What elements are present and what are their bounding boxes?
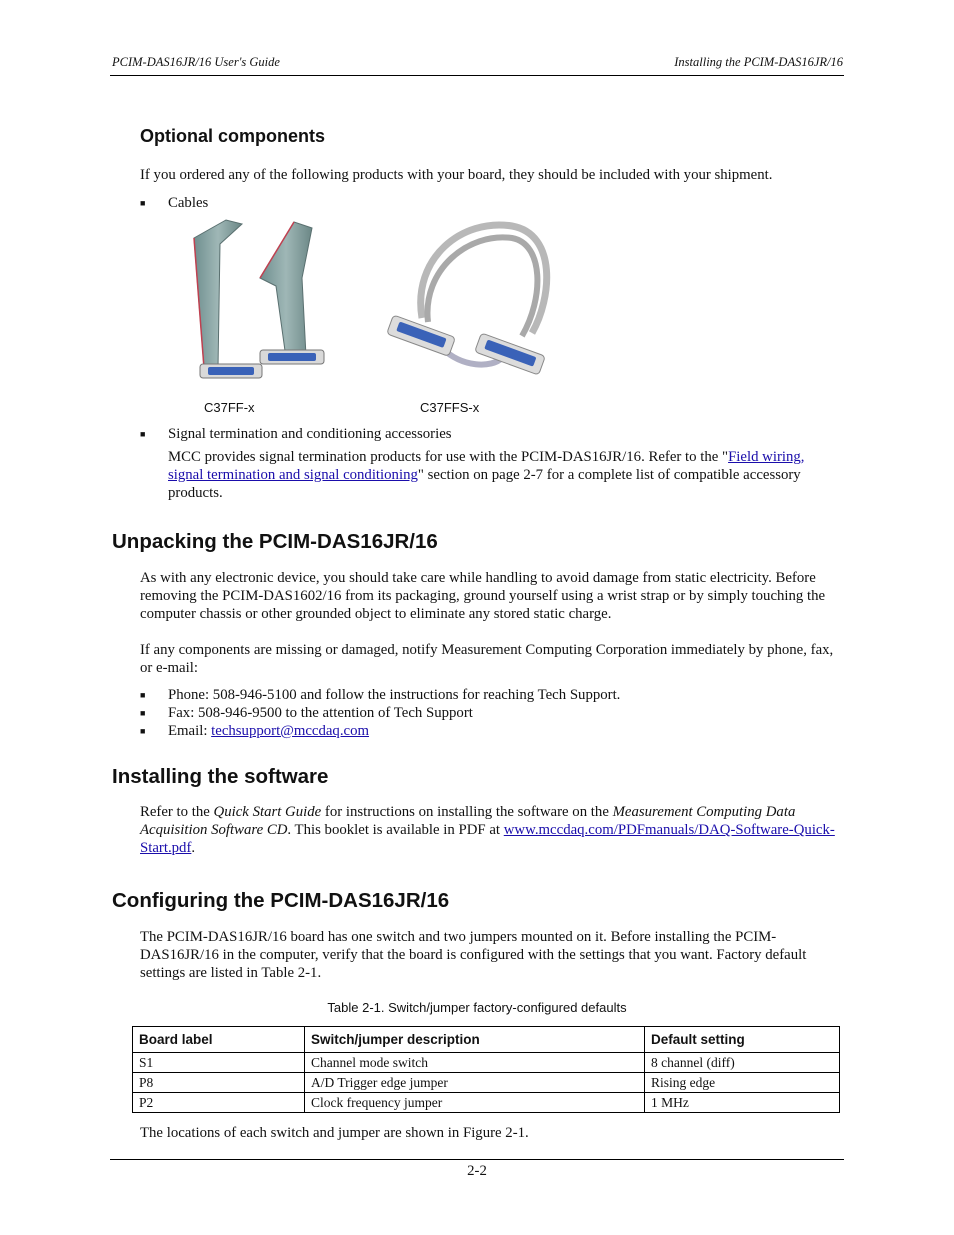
bullet-icon: ■: [140, 690, 146, 700]
column-header: Default setting: [645, 1027, 840, 1053]
optional-components-heading: Optional components: [140, 126, 326, 146]
table-cell: 8 channel (diff): [645, 1053, 840, 1073]
table-cell: Clock frequency jumper: [305, 1093, 645, 1113]
bullet-icon: ■: [140, 198, 146, 208]
bullet-icon: ■: [140, 726, 146, 736]
table-caption: Table 2-1. Switch/jumper factory-configured defaults: [327, 1000, 627, 1015]
table-cell: P8: [133, 1073, 305, 1093]
bullet-icon: ■: [140, 708, 146, 718]
quick-start-pdf-link[interactable]: www.mccdaq.com/PDFmanuals/DAQ-Software-Quick-Start.pdf: [140, 822, 835, 856]
software-heading: Installing the software: [112, 765, 329, 788]
field-wiring-link[interactable]: Field wiring, signal termination and signal conditioning: [168, 449, 805, 483]
table-cell: P2: [133, 1093, 305, 1113]
software-paragraph: Refer to the Quick Start Guide for instructions on installing the software on the Measurement Computing Data Acquisition Software CD. This booklet is available in PDF at www.mccdaq.com/PDFmanuals/DAQ-Software-Quick-Start.pdf.: [140, 804, 835, 856]
table-cell: 1 MHz: [645, 1093, 840, 1113]
cable1-caption: C37FF-x: [204, 400, 255, 415]
table-row: [133, 1053, 840, 1073]
running-header-left: PCIM-DAS16JR/16 User's Guide: [112, 55, 280, 69]
optional-intro: If you ordered any of the following products with your board, they should be included with your shipment.: [140, 167, 773, 183]
unpacking-paragraph-2: If any components are missing or damaged, notify Measurement Computing Corporation immediately by phone, fax, or e-mail:: [140, 642, 834, 676]
configuring-heading: Configuring the PCIM-DAS16JR/16: [112, 889, 450, 912]
unpacking-paragraph-1: As with any electronic device, you should take care while handling to avoid damage from static electricity. Before removing the PCIM-DAS1602/16 from its packaging, ground yourself using a wrist strap or by simply touching the computer chassis or other grounded object to eliminate any stored static charge.: [140, 570, 826, 622]
table-cell: Rising edge: [645, 1073, 840, 1093]
c37ff-cable-image: [190, 218, 340, 383]
cable2-caption: C37FFS-x: [420, 400, 480, 415]
signal-termination-paragraph: MCC provides signal termination products for use with the PCIM-DAS16JR/16. Refer to the "Field wiring, signal termination and signal conditioning" section on page 2-7 for a complete list of compatible accessory products.: [168, 449, 805, 501]
switch-locations-text: The locations of each switch and jumper are shown in Figure 2-1.: [140, 1125, 529, 1141]
defaults-table: [132, 1026, 840, 1113]
header-rule: [110, 75, 844, 76]
footer-rule: [110, 1159, 844, 1160]
table-cell: S1: [133, 1053, 305, 1073]
table-cell: Channel mode switch: [305, 1053, 645, 1073]
configuring-paragraph: The PCIM-DAS16JR/16 board has one switch and two jumpers mounted on it. Before installing the PCIM-DAS16JR/16 in the computer, verify that the board is configured with the settings that you want. Factory default settings are listed in Table 2-1.: [140, 929, 807, 981]
techsupport-email-link[interactable]: techsupport@mccdaq.com: [211, 723, 370, 739]
table-row: [133, 1093, 840, 1113]
bullet-icon: ■: [140, 429, 146, 439]
column-header: Switch/jumper description: [305, 1027, 645, 1053]
page-number: 2-2: [467, 1163, 487, 1179]
table-row: [133, 1073, 840, 1093]
running-header-right: Installing the PCIM-DAS16JR/16: [674, 55, 843, 69]
table-cell: A/D Trigger edge jumper: [305, 1073, 645, 1093]
column-header: Board label: [133, 1027, 305, 1053]
c37ffs-cable-image: [382, 218, 562, 383]
table-header-row: [133, 1027, 840, 1053]
unpacking-heading: Unpacking the PCIM-DAS16JR/16: [112, 530, 438, 553]
